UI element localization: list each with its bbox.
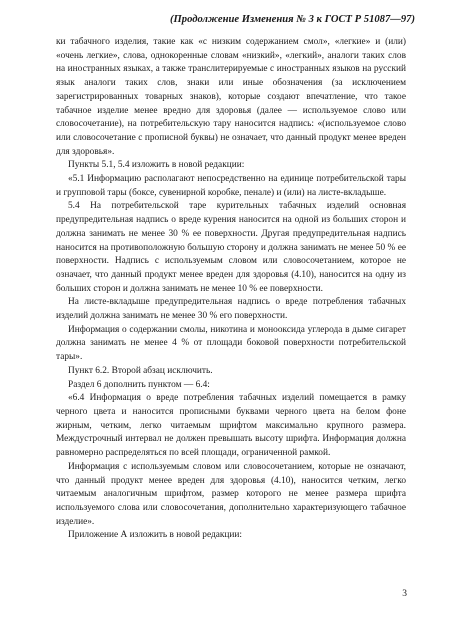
paragraph-used-word-info: Информация с используемым словом или словосочетанием, которые не означают, что данный продукт менее вреден для здоровья (4.10), наносится четким, легко читаемым аналогичным шрифтом, размер которого не менее размера шрифта используемого слова или словосочетания, дополнительно характеризующего табачное изделие». <box>56 461 406 527</box>
paragraph-item-6-2: Пункт 6.2. Второй абзац исключить. <box>68 365 213 376</box>
page-header: (Продолжение Изменения № 3 к ГОСТ Р 51087—97) <box>170 14 415 25</box>
paragraph-clause-6-4: «6.4 Информация о вреде потребления табачных изделий помещается в рамку черного цвета и наносится прописными буквами черного цвета на белом фоне жирным, четким, легко читаемым шрифтом максимально крупного размера. Междустрочный интервал не должен превышать высоту шрифта. Информация должна равномерно распределяться по всей площади, ограниченной рамкой. <box>56 393 406 459</box>
paragraph-insert-sheet: На листе-вкладыше предупредительная надпись о вреде потребления табачных изделий должна занимать не менее 30 % его поверхности. <box>56 297 406 322</box>
paragraph-clause-5-1: «5.1 Информацию располагают непосредственно на единице потребительской тары и групповой тары (боксе, сувенирной коробке, пенале) и (или) на листе-вкладыше. <box>56 174 406 198</box>
paragraph-smoke-info: Информация о содержании смолы, никотина и монооксида углерода в дыме сигарет должна занимать не менее 4 % от площади боковой поверхности потребительской тары». <box>56 324 406 363</box>
paragraph-clause-5-4: 5.4 На потребительской таре курительных табачных изделий основная предупредительная надпись о вреде курения наносится на одной из больших сторон и должна занимать не менее 30 % ее поверхности. Другая предупредительная надпись наносится на противоположную большую сторону и должна занимать не менее 50 % ее поверхности. Надпись с используемым словом или словосочетанием, которое не означает, что данный продукт менее вреден для здоровья (4.10), наносится на одну из больших сторон и должна занимать не менее 10 % ее поверхности. <box>56 201 406 294</box>
paragraph-items-5-1-5-4: Пункты 5.1, 5.4 изложить в новой редакции: <box>68 160 245 171</box>
document-body <box>56 36 406 543</box>
page-number: 3 <box>402 589 407 599</box>
paragraph-section-6: Раздел 6 дополнить пунктом — 6.4: <box>68 379 210 390</box>
paragraph-appendix-a: Приложение А изложить в новой редакции: <box>68 530 243 541</box>
paragraph-continuation: ки табачного изделия, такие как «с низким содержанием смол», «легкие» и (или) «очень легкие», слова, однокоренные словам «низкий», «легкий», аналоги таких слов на иностранных языках, а также транслитерируемые с иностранных языков на русский язык аналоги таких слов, знаки или иные обозначения (за исключением зарегистрированных товарных знаков), которые создают впечатление, что такое табачное изделие менее вредно для здоровья (далее — используемое слово или словосочетание), на потребительскую тару наносится надпись: «(используемое слово или словосочетание с прописной буквы) не означает, что данный продукт менее вреден для здоровья». <box>56 37 406 157</box>
